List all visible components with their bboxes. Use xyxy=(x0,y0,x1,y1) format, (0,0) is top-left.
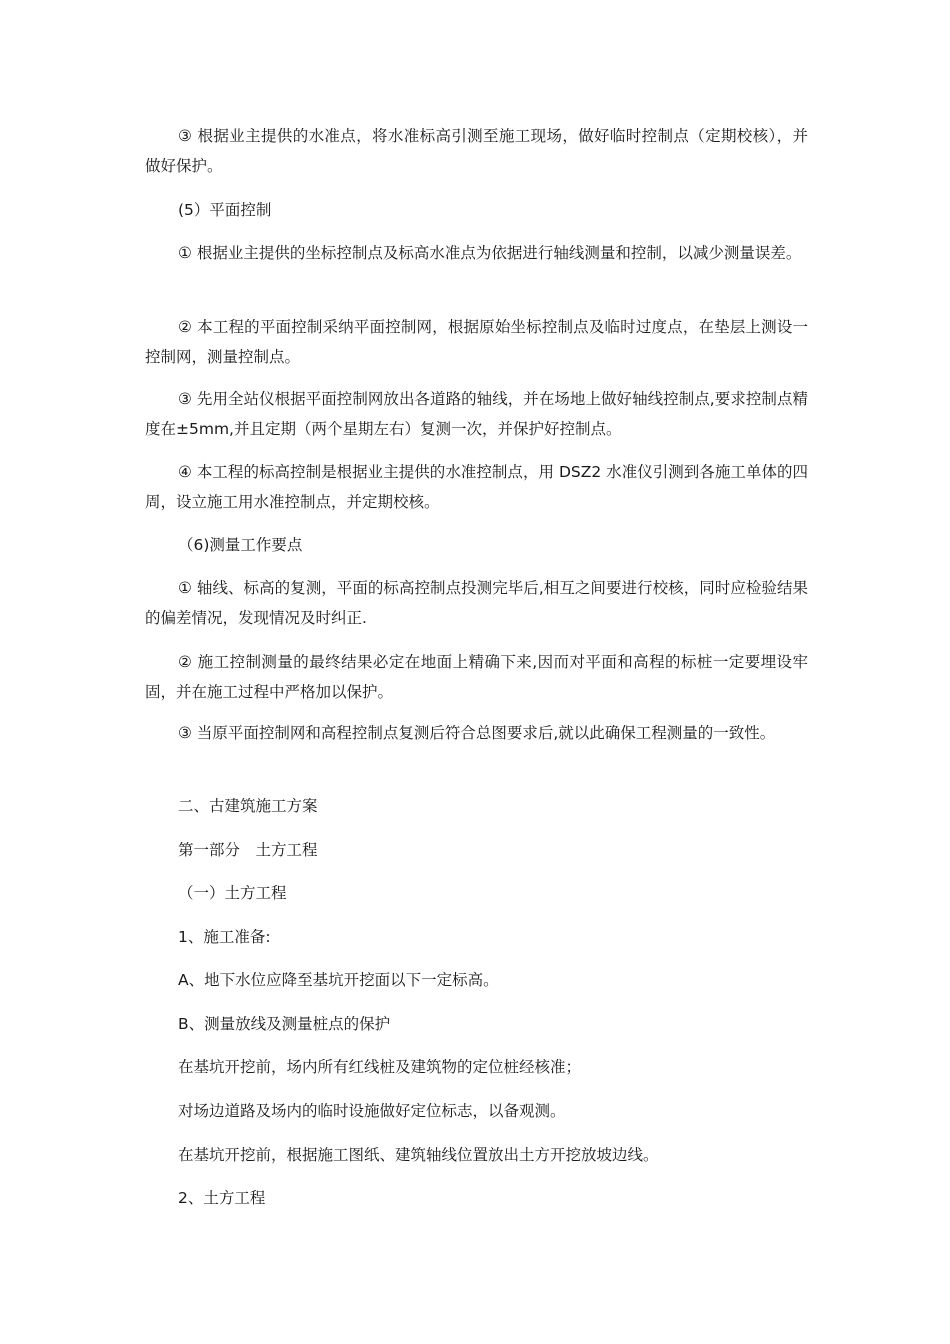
paragraph-axis-recheck: ① 轴线、标高的复测，平面的标高控制点投测完毕后,相互之间要进行校核，同时应检验结果的偏差情况，发现情况及时纠正. xyxy=(145,579,808,627)
paragraph-axis-survey: ① 根据业主提供的坐标控制点及标高水准点为依据进行轴线测量和控制，以减少测量误差。 xyxy=(178,244,802,262)
heading-construction-prep: 1、施工准备: xyxy=(178,928,271,946)
heading-part-one-earthwork: 第一部分 土方工程 xyxy=(178,841,318,859)
paragraph-groundwater: A、地下水位应降至基坑开挖面以下一定标高。 xyxy=(178,971,499,989)
paragraph-control-network: ② 本工程的平面控制采纳平面控制网，根据原始坐标控制点及临时过度点，在垫层上测设一控制网，测量控制点。 xyxy=(145,318,808,366)
heading-earthwork: （一）土方工程 xyxy=(178,884,287,902)
paragraph-leveling-point: ③ 根据业主提供的水准点，将水准标高引测至施工现场，做好临时控制点（定期校核），并做好保护。 xyxy=(145,127,808,175)
paragraph-control-result: ② 施工控制测量的最终结果必定在地面上精确下来,因而对平面和高程的标桩一定要埋设牢固，并在施工过程中严格加以保护。 xyxy=(145,653,808,701)
paragraph-redline-piles: 在基坑开挖前，场内所有红线桩及建筑物的定位桩经核准； xyxy=(178,1058,582,1076)
paragraph-consistency: ③ 当原平面控制网和高程控制点复测后符合总图要求后,就以此确保工程测量的一致性。 xyxy=(178,724,776,742)
paragraph-total-station: ③ 先用全站仪根据平面控制网放出各道路的轴线，并在场地上做好轴线控制点,要求控制点精度在±5mm,并且定期（两个星期左右）复测一次，并保护好控制点。 xyxy=(145,390,808,438)
heading-survey-key-points: （6)测量工作要点 xyxy=(178,536,303,554)
paragraph-slope-line: 在基坑开挖前，根据施工图纸、建筑轴线位置放出土方开挖放坡边线。 xyxy=(178,1146,659,1164)
heading-ancient-building-plan: 二、古建筑施工方案 xyxy=(178,797,318,815)
paragraph-elevation-control: ④ 本工程的标高控制是根据业主提供的水准控制点，用 DSZ2 水准仪引测到各施工单体的四周，设立施工用水准控制点，并定期校核。 xyxy=(145,463,808,511)
paragraph-survey-protection: B、测量放线及测量桩点的保护 xyxy=(178,1015,391,1033)
heading-plane-control: (5）平面控制 xyxy=(178,201,272,219)
paragraph-site-roads: 对场边道路及场内的临时设施做好定位标志，以备观测。 xyxy=(178,1102,566,1120)
heading-earthwork-2: 2、土方工程 xyxy=(178,1189,266,1207)
